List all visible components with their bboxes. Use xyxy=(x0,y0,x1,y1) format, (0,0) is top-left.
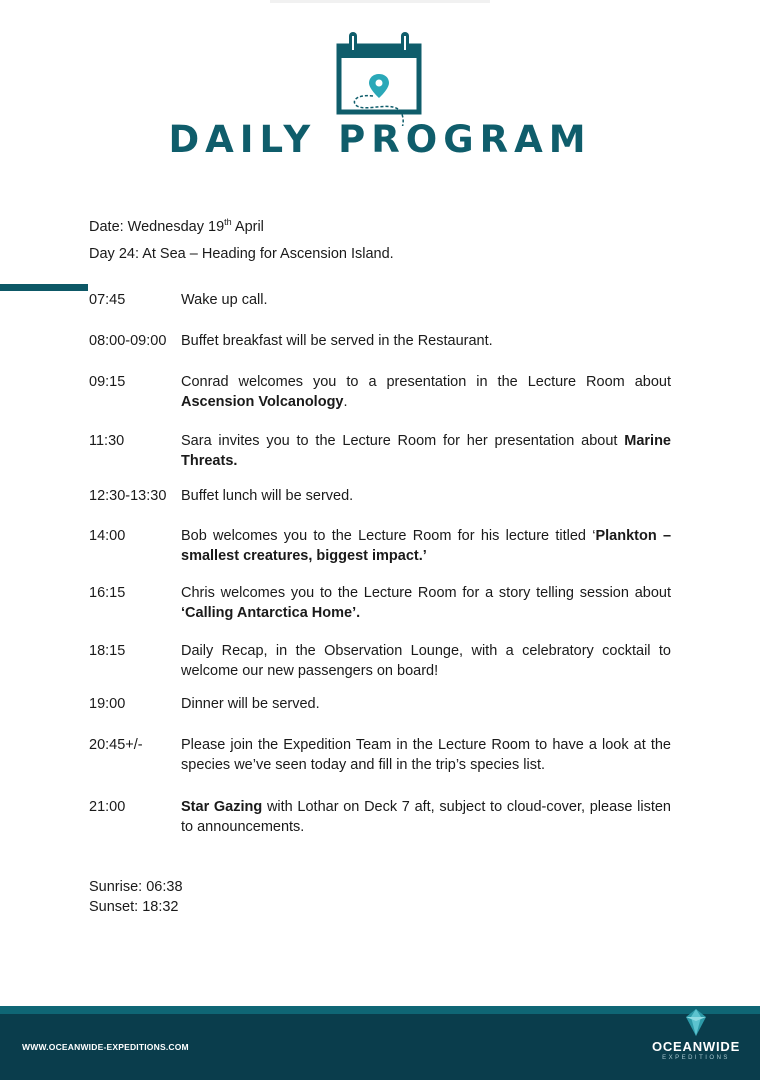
entry-highlight: Plankton – smallest creatures, biggest impact.’ xyxy=(181,528,672,564)
footer-accent-line xyxy=(0,1006,760,1014)
page-title xyxy=(0,118,760,161)
sunrise-time: Sunrise: 06:38 xyxy=(89,879,183,895)
entry-text: Daily Recap, in the Observation Lounge, with a celebratory cocktail to welcome our new passengers on board! xyxy=(181,643,671,679)
entry-text: Sara invites you to the Lecture Room for her presentation about xyxy=(181,433,625,449)
entry-description xyxy=(181,331,671,351)
entry-text: Chris welcomes you to the Lecture Room for a story telling session about xyxy=(181,585,671,601)
date-line: Date: Wednesday 19th April xyxy=(89,217,264,235)
schedule-entry xyxy=(89,290,671,310)
entry-description xyxy=(181,797,671,837)
day-line: Day 24: At Sea – Heading for Ascension Island. xyxy=(89,246,394,262)
schedule-entry xyxy=(89,331,671,351)
title-word-daily: DAILY xyxy=(168,118,317,161)
title-word-program: PROGRAM xyxy=(338,118,592,161)
entry-text: Please join the Expedition Team in the Lecture Room to have a look at the species we’ve seen today and fill in the trip’s species list. xyxy=(181,737,671,773)
schedule-entry xyxy=(89,431,671,471)
top-edge-shadow xyxy=(270,0,490,3)
entry-description xyxy=(181,486,671,506)
accent-bar xyxy=(0,284,88,291)
diamond-logo-icon xyxy=(684,1009,708,1037)
entry-time: 18:15 xyxy=(89,643,126,659)
entry-text: Conrad welcomes you to a presentation in the Lecture Room about xyxy=(181,374,671,390)
footer-bar xyxy=(0,1014,760,1080)
entry-text: Wake up call. xyxy=(181,292,268,308)
entry-highlight: Star Gazing xyxy=(181,799,263,815)
entry-highlight: Marine Threats. xyxy=(181,433,671,469)
schedule-entry xyxy=(89,694,671,714)
entry-time: 09:15 xyxy=(89,374,126,390)
entry-text-tail: . xyxy=(343,394,348,410)
sunset-time: Sunset: 18:32 xyxy=(89,899,179,915)
entry-text: Buffet lunch will be served. xyxy=(181,488,354,504)
entry-description xyxy=(181,526,671,566)
entry-description xyxy=(181,583,671,623)
entry-description xyxy=(181,735,671,775)
entry-description xyxy=(181,372,671,412)
entry-description xyxy=(181,694,671,714)
entry-text: Buffet breakfast will be served in the Restaurant. xyxy=(181,333,493,349)
entry-time: 16:15 xyxy=(89,585,126,601)
brand-name: OCEANWIDE xyxy=(651,1039,741,1054)
entry-time: 14:00 xyxy=(89,528,126,544)
schedule-entry xyxy=(89,486,671,506)
schedule-entry xyxy=(89,372,671,412)
entry-text: Dinner will be served. xyxy=(181,696,320,712)
entry-text: Bob welcomes you to the Lecture Room for his lecture titled ‘ xyxy=(181,528,596,544)
entry-description xyxy=(181,641,671,681)
calendar-location-icon xyxy=(333,30,425,126)
entry-time: 11:30 xyxy=(89,433,125,449)
entry-description xyxy=(181,290,671,310)
entry-time: 21:00 xyxy=(89,799,126,815)
entry-highlight: ‘Calling Antarctica Home’. xyxy=(181,605,361,621)
entry-time: 07:45 xyxy=(89,292,126,308)
entry-time: 20:45+/- xyxy=(89,737,143,753)
entry-time: 19:00 xyxy=(89,696,126,712)
schedule-entry xyxy=(89,735,671,775)
schedule-entry xyxy=(89,526,671,566)
entry-text-tail: with Lothar on Deck 7 aft, subject to cloud-cover, please listen to announcements. xyxy=(181,799,671,835)
schedule-entry xyxy=(89,641,671,681)
schedule-entry xyxy=(89,583,671,623)
entry-highlight: Ascension Volcanology xyxy=(181,394,344,410)
schedule-entry xyxy=(89,797,671,837)
entry-description xyxy=(181,431,671,471)
entry-time: 12:30-13:30 xyxy=(89,488,167,504)
entry-time: 08:00-09:00 xyxy=(89,333,167,349)
oceanwide-logo xyxy=(636,1014,756,1080)
brand-subtitle: EXPEDITIONS xyxy=(662,1055,730,1061)
website-link[interactable]: WWW.OCEANWIDE-EXPEDITIONS.COM xyxy=(22,1042,189,1052)
